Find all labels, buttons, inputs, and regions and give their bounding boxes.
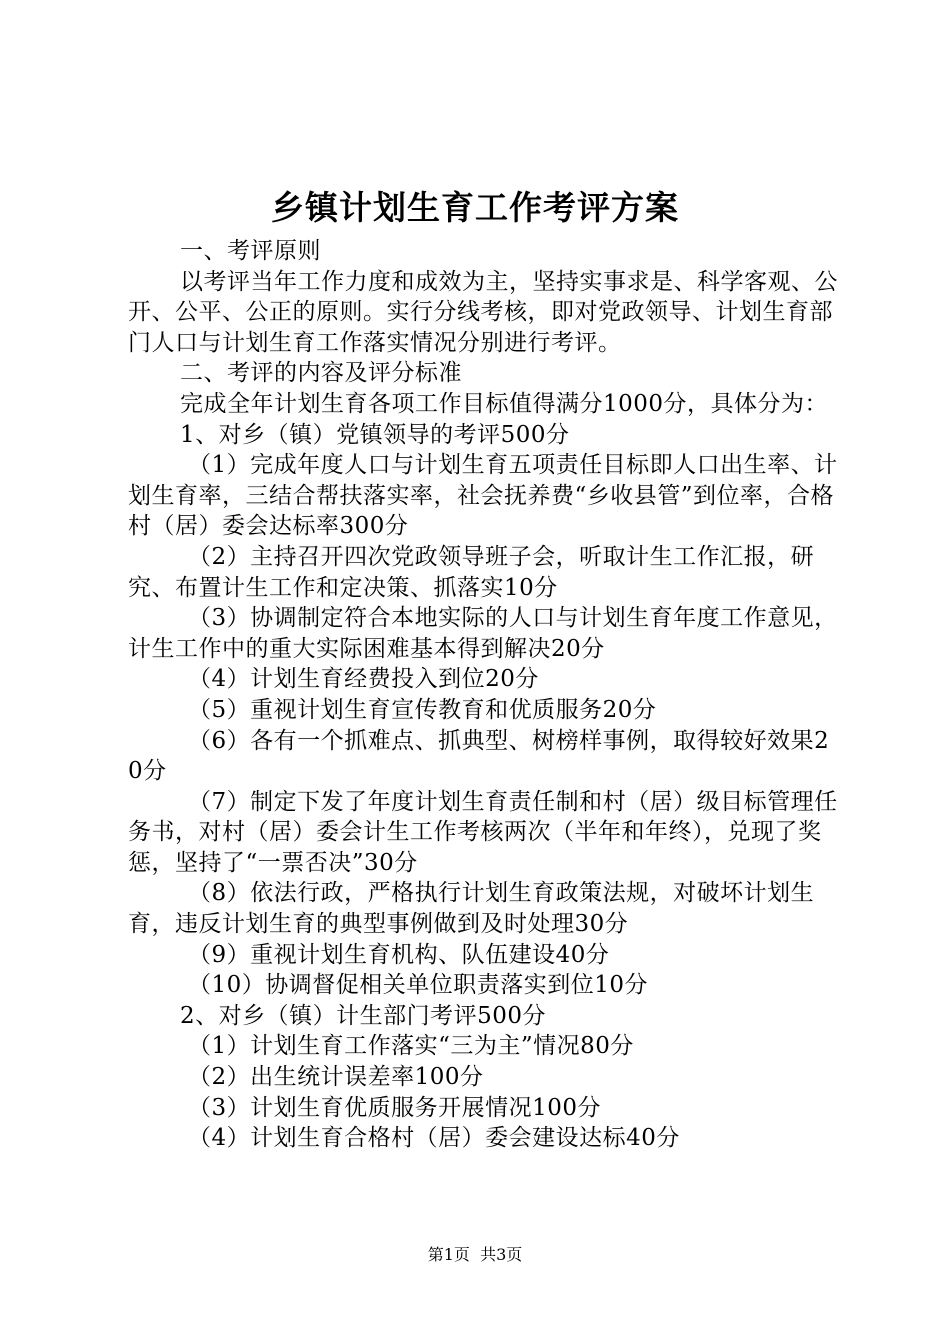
paragraph: 二、考评的内容及评分标准 — [180, 360, 462, 387]
paragraph: （1）完成年度人口与计划生育五项责任目标即人口出生率、计划生育率，三结合帮扶落实率，社会抚养费“乡收县管”到位率，合格村（居）委会达标率300分 — [128, 452, 838, 540]
paragraph: 一、考评原则 — [180, 238, 321, 264]
paragraph: （2）主持召开四次党政领导班子会，听取计生工作汇报，研究、布置计生工作和定决策、抓落实10分 — [128, 543, 815, 601]
paragraph: （8）依法行政，严格执行计划生育政策法规，对破坏计划生育，违反计划生育的典型事例做到及时处理30分 — [128, 880, 815, 938]
paragraph: （2）出生统计误差率100分 — [188, 1064, 484, 1091]
paragraph: （1）计划生育工作落实“三为主”情况80分 — [188, 1033, 634, 1060]
paragraph: （9）重视计划生育机构、队伍建设40分 — [188, 941, 610, 968]
paragraph: （5）重视计划生育宣传教育和优质服务20分 — [188, 696, 657, 723]
paragraph: （4）计划生育合格村（居）委会建设达标40分 — [188, 1125, 680, 1152]
page-footer: 第1页 共3页 — [427, 1245, 523, 1264]
paragraph: （3）协调制定符合本地实际的人口与计划生育年度工作意见，计生工作中的重大实际困难基本得到解决20分 — [128, 605, 838, 662]
paragraph: 完成全年计划生育各项工作目标值得满分1000分，具体分为： — [180, 390, 829, 417]
paragraph: 2、对乡（镇）计生部门考评500分 — [180, 1002, 547, 1029]
document-title: 乡镇计划生育工作考评方案 — [271, 188, 679, 227]
paragraph: （10）协调督促相关单位职责落实到位10分 — [188, 972, 649, 999]
paragraph: （3）计划生育优质服务开展情况100分 — [188, 1094, 602, 1121]
paragraph: （6）各有一个抓难点、抓典型、树榜样事例，取得较好效果20分 — [128, 727, 830, 785]
document-body — [128, 236, 840, 1154]
paragraph: 1、对乡（镇）党镇领导的考评500分 — [180, 421, 570, 448]
paragraph: （4）计划生育经费投入到位20分 — [188, 666, 539, 693]
paragraph: （7）制定下发了年度计划生育责任制和村（居）级目标管理任务书，对村（居）委会计生工作考核两次（半年和年终），兑现了奖惩，坚持了“一票否决”30分 — [128, 788, 838, 876]
paragraph: 以考评当年工作力度和成效为主，坚持实事求是、科学客观、公开、公平、公正的原则。实行分线考核，即对党政领导、计划生育部门人口与计划生育工作落实情况分别进行考评。 — [128, 268, 838, 356]
